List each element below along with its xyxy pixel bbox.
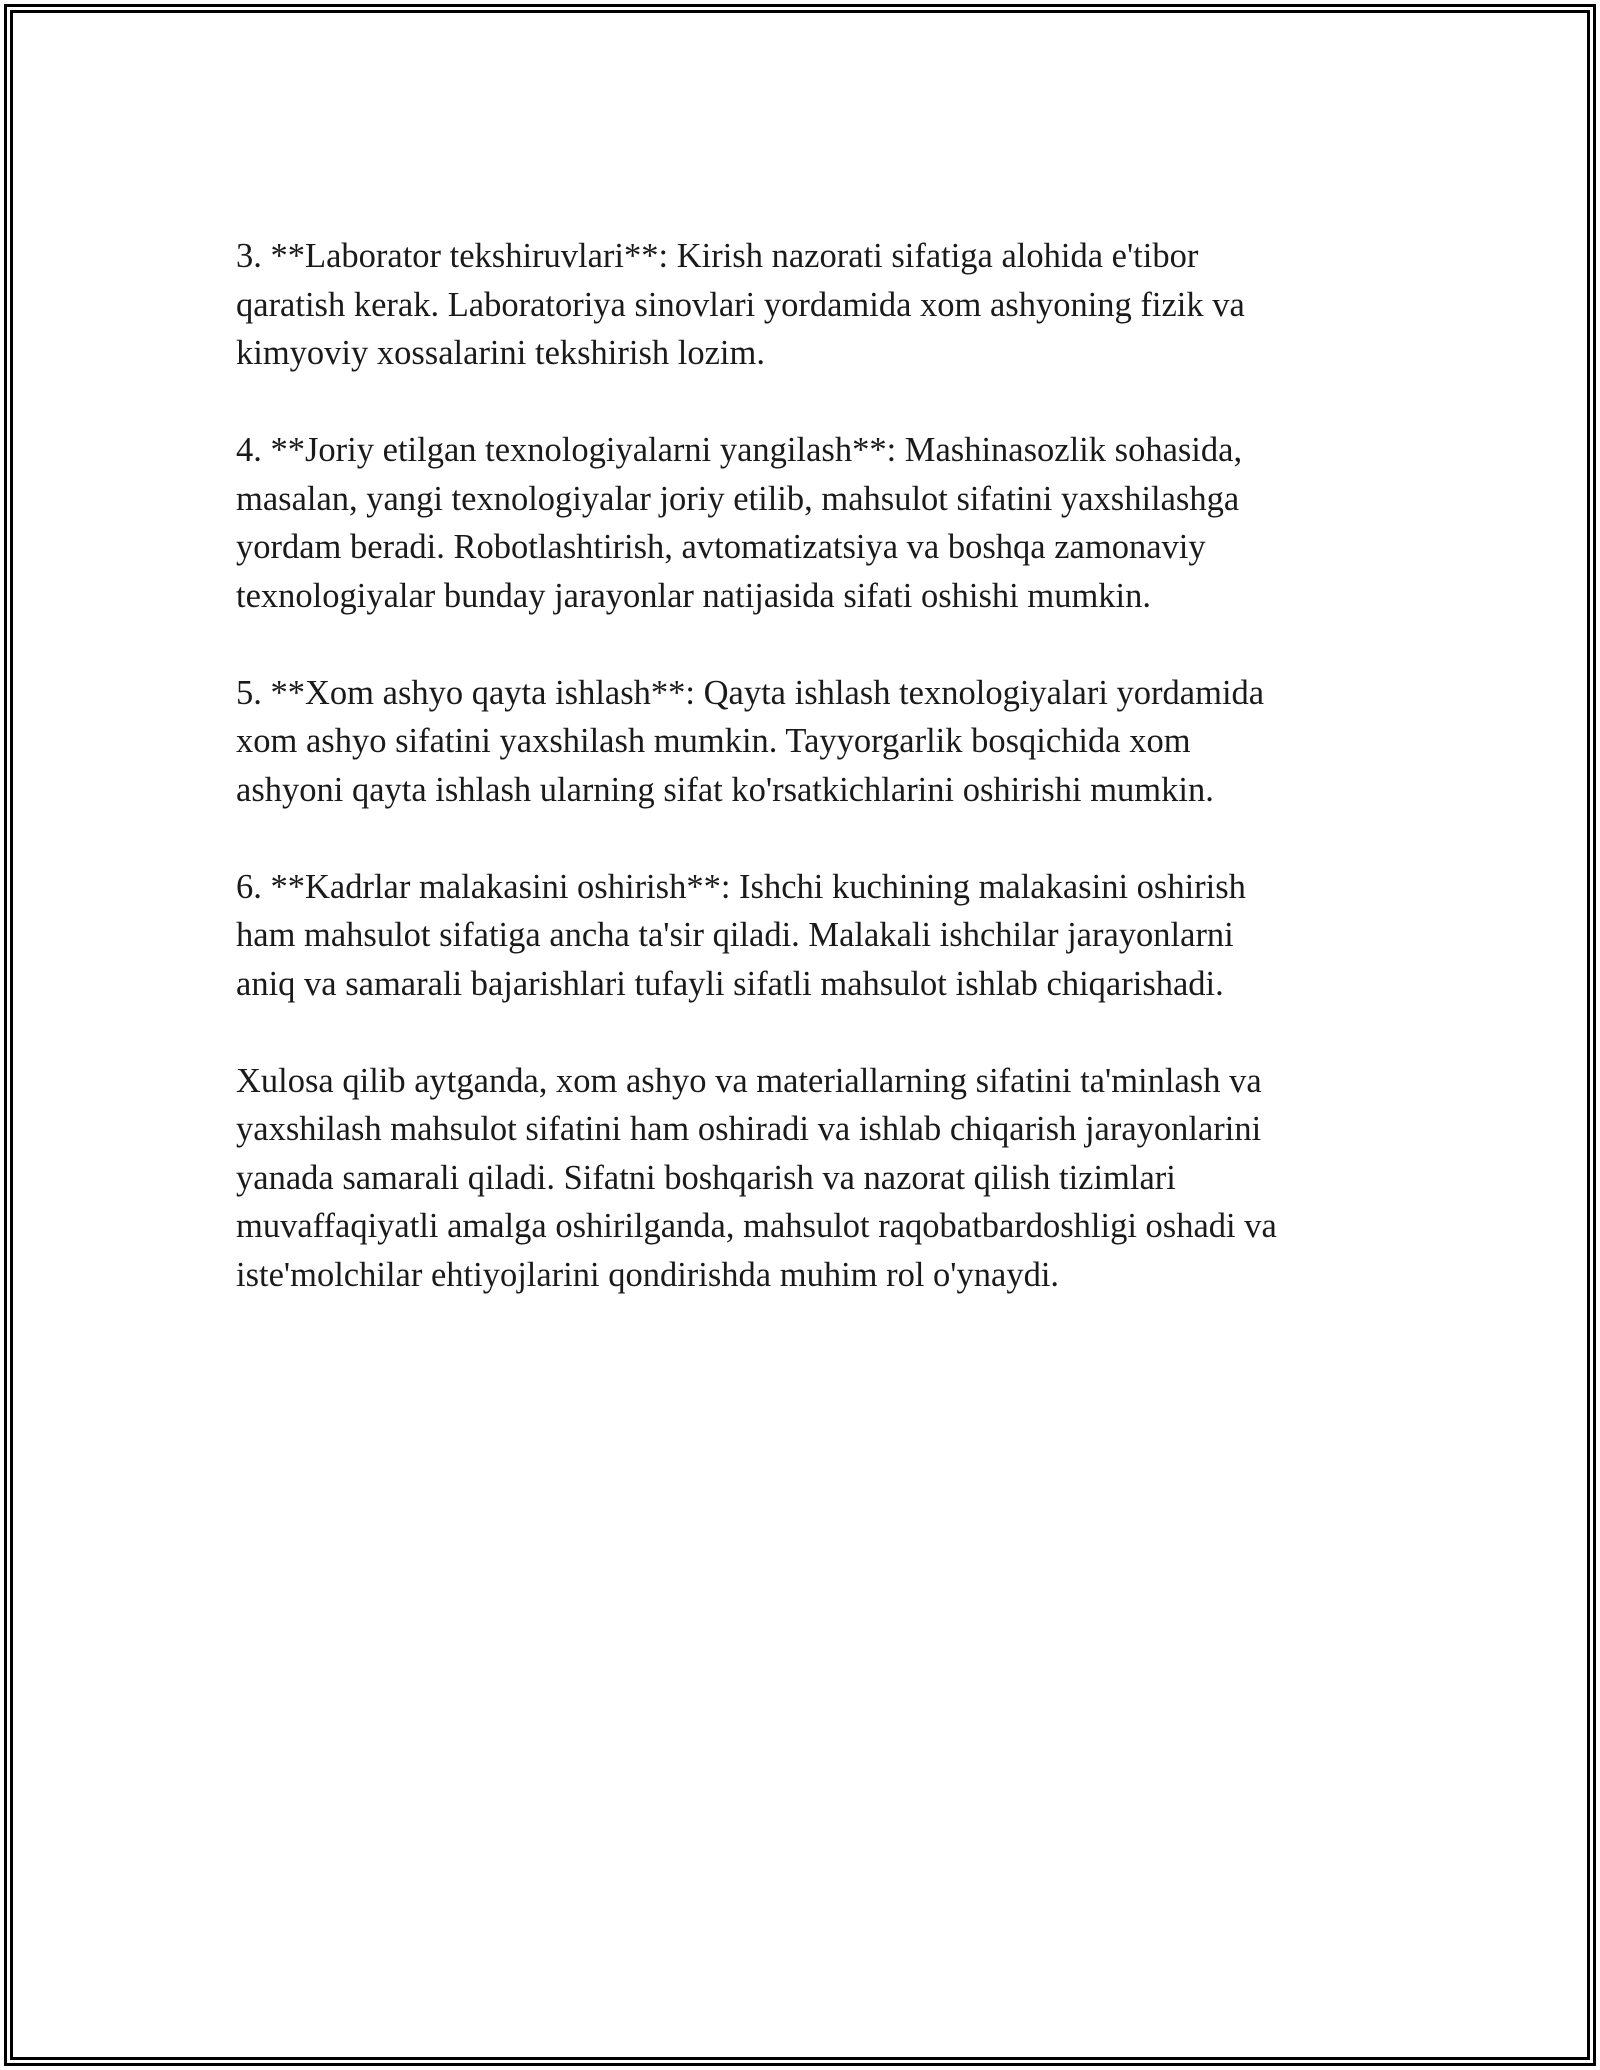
paragraph-xulosa: Xulosa qilib aytganda, xom ashyo va materiallarning sifatini ta'minlash va yaxshilash mahsulot sifatini ham oshiradi va ishlab chiqarish jarayonlarini yanada samarali qiladi. Sifatni boshqarish va nazorat qilish tizimlari muvaffaqiyatli amalga oshirilganda, mahsulot raqobatbardoshligi oshadi va iste'molchilar ehtiyojlarini qondirishda muhim rol o'ynaydi. (236, 1061, 1277, 1294)
paragraph-kadrlar-malakasi: 6. **Kadrlar malakasini oshirish**: Ishchi kuchining malakasini oshirish ham mahsulot sifatiga ancha ta'sir qiladi. Malakali ishchilar jarayonlarni aniq va samarali bajarishlari tufayli sifatli mahsulot ishlab chiqarishadi. (236, 867, 1246, 1003)
paragraph-texnologiyalarni-yangilash: 4. **Joriy etilgan texnologiyalarni yangilash**: Mashinasozlik sohasida, masalan, yangi texnologiyalar joriy etilib, mahsulot sifatini yaxshilashga yordam beradi. Robotlashtirish, avtomatizatsiya va boshqa zamonaviy texnologiyalar bunday jarayonlar natijasida sifati oshishi mumkin. (236, 431, 1243, 615)
document-body (236, 232, 1366, 1348)
paragraph-xom-ashyo-qayta-ishlash: 5. **Xom ashyo qayta ishlash**: Qayta ishlash texnologiyalari yordamida xom ashyo sifatini yaxshilash mumkin. Tayyorgarlik bosqichida xom ashyoni qayta ishlash ularning sifat ko'rsatkichlarini oshirishi mumkin. (236, 673, 1265, 809)
paragraph-laborator-tekshiruvlari: 3. **Laborator tekshiruvlari**: Kirish nazorati sifatiga alohida e'tibor qaratish kerak. Laboratoriya sinovlari yordamida xom ashyoning fizik va kimyoviy xossalarini tekshirish lozim. (236, 237, 1245, 372)
